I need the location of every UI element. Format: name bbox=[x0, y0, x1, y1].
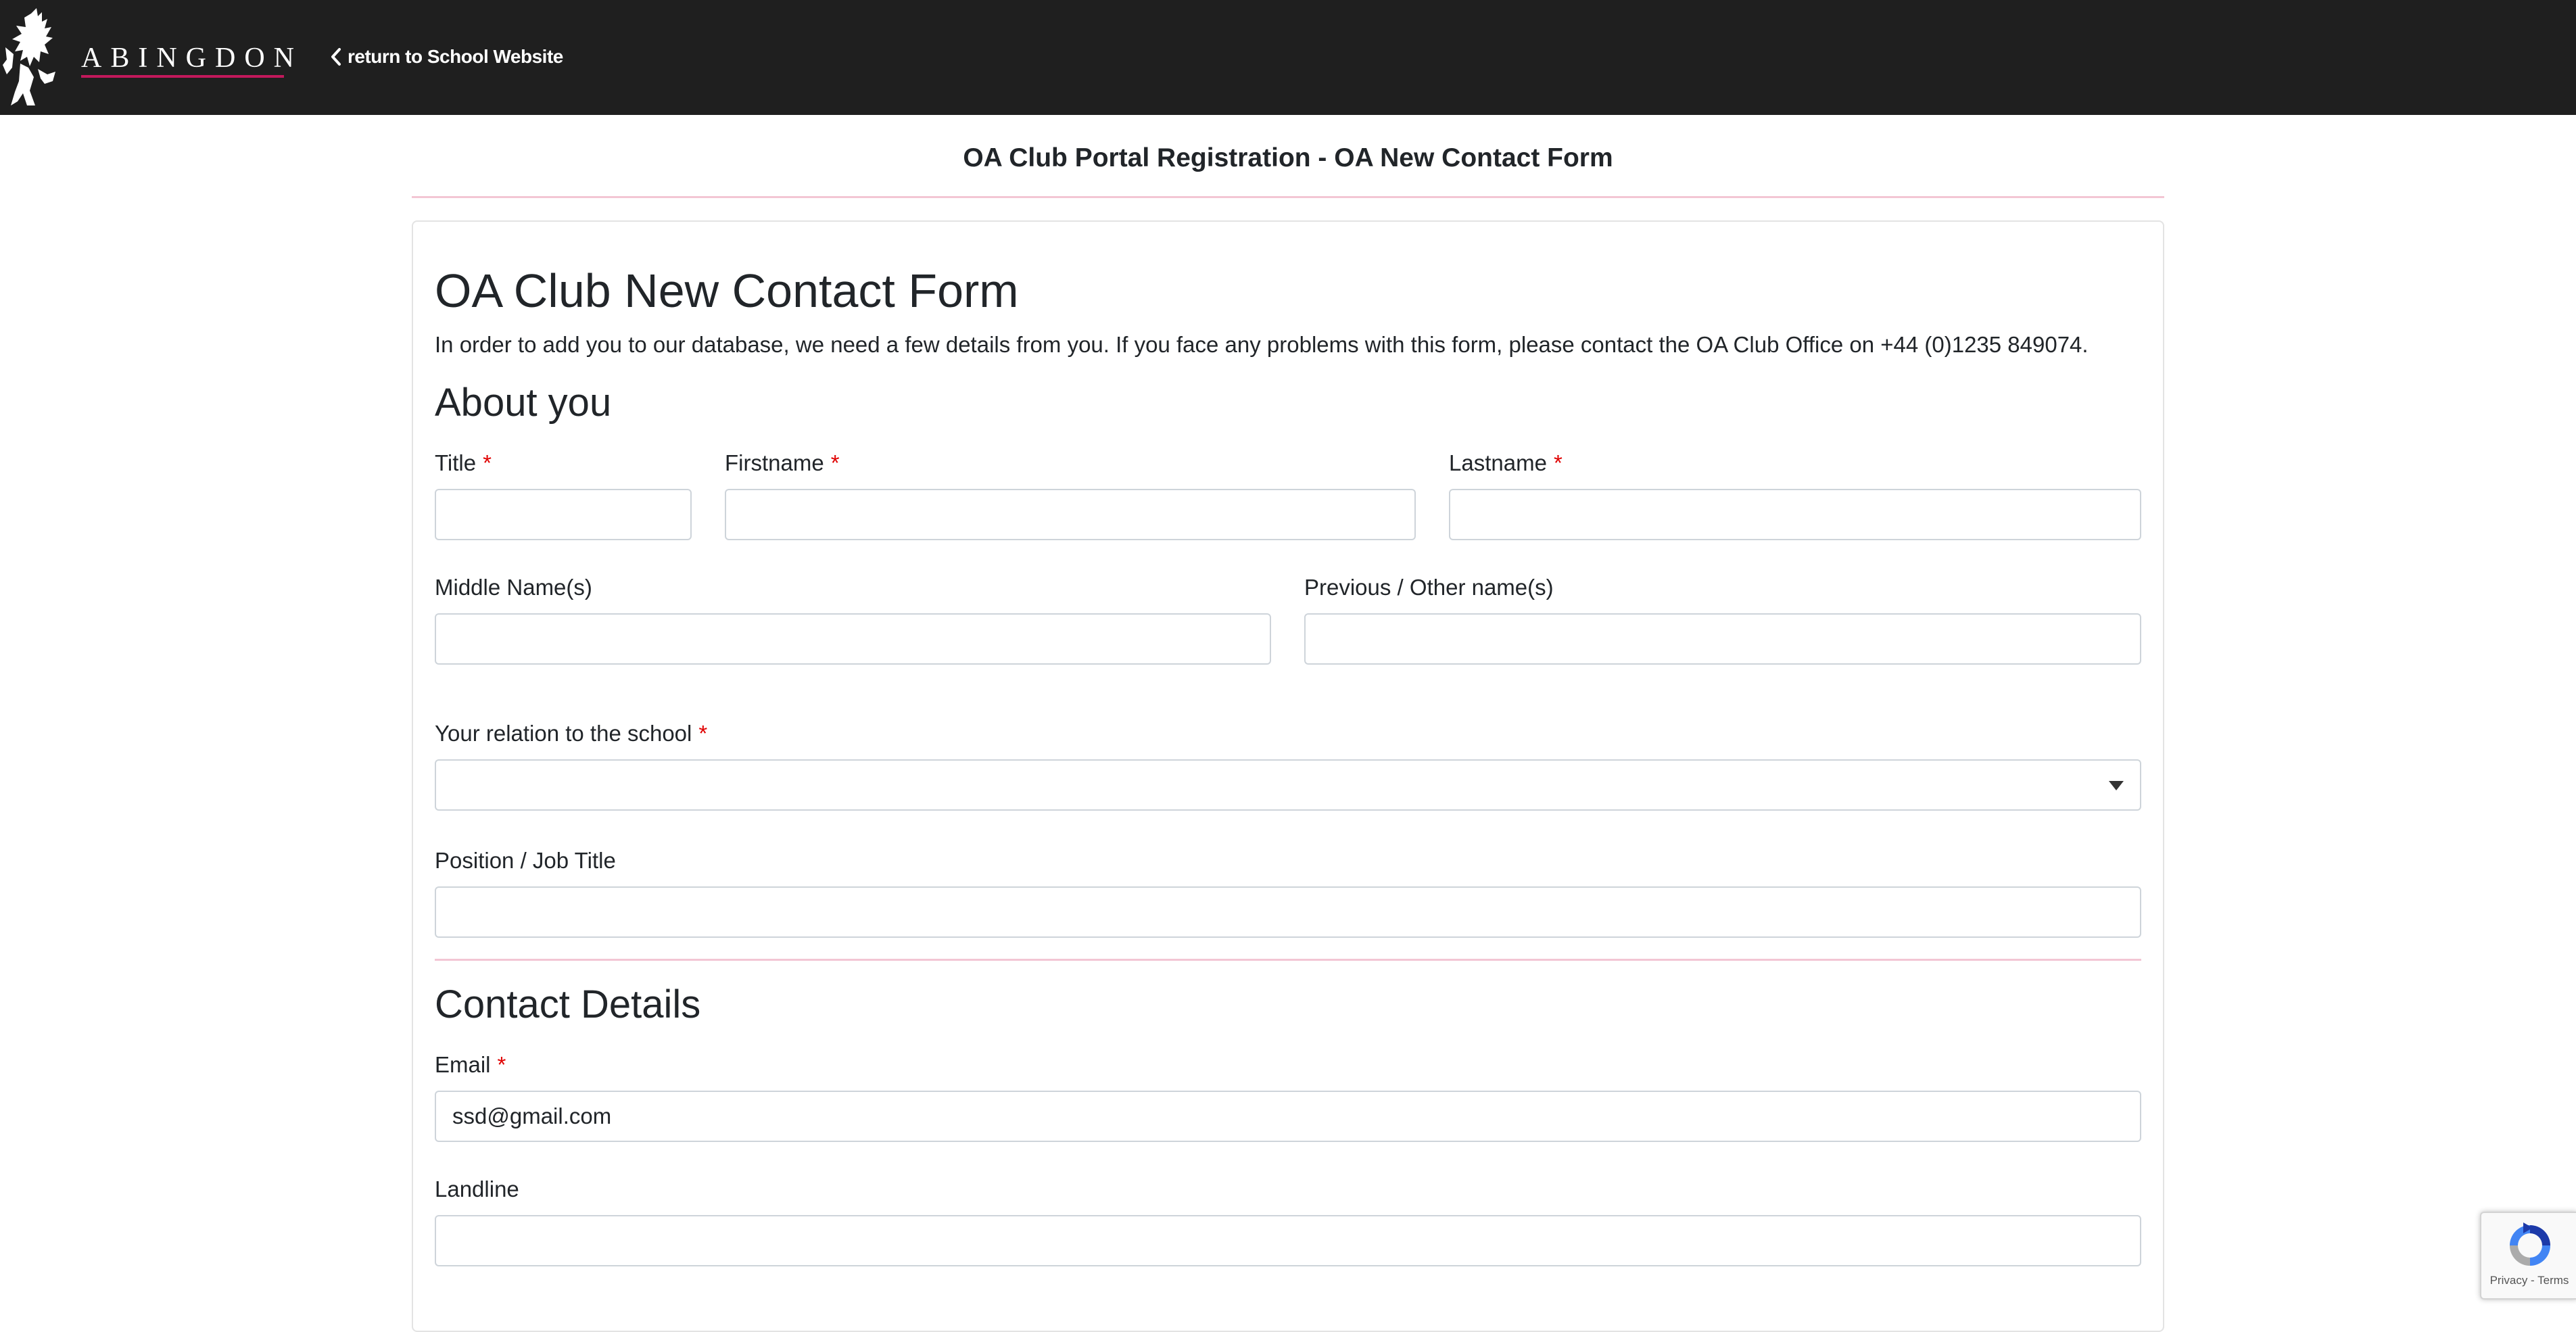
required-marker: * bbox=[497, 1052, 506, 1077]
firstname-input[interactable] bbox=[725, 489, 1416, 540]
page-title: OA Club Portal Registration - OA New Contact Form bbox=[963, 143, 1613, 172]
lastname-label: Lastname * bbox=[1449, 450, 1563, 475]
middle-names-label: Middle Name(s) bbox=[435, 575, 592, 600]
form-heading: OA Club New Contact Form bbox=[435, 264, 1019, 317]
firstname-label: Firstname * bbox=[725, 450, 840, 475]
caret-down-icon bbox=[2109, 781, 2124, 790]
form-intro-text: In order to add you to our database, we need a few details from you. If you face any problems with this form, please contact the OA Club Office on +44 (0)1235 849074. bbox=[435, 332, 2089, 357]
required-marker: * bbox=[483, 450, 492, 475]
required-marker: * bbox=[698, 721, 708, 746]
relation-label: Your relation to the school * bbox=[435, 721, 708, 746]
required-marker: * bbox=[830, 450, 840, 475]
landline-input[interactable] bbox=[435, 1215, 2141, 1266]
previous-names-label: Previous / Other name(s) bbox=[1304, 575, 1554, 600]
email-label: Email * bbox=[435, 1052, 506, 1077]
recaptcha-privacy-terms[interactable]: Privacy - Terms bbox=[2489, 1274, 2569, 1287]
title-label: Title * bbox=[435, 450, 492, 475]
previous-names-input[interactable] bbox=[1304, 613, 2141, 665]
relation-select[interactable] bbox=[435, 759, 2141, 811]
title-divider bbox=[412, 196, 2164, 198]
title-input[interactable] bbox=[435, 489, 692, 540]
return-to-school-website-link[interactable] bbox=[329, 42, 563, 72]
position-label: Position / Job Title bbox=[435, 848, 616, 873]
griffin-crest-icon[interactable] bbox=[0, 7, 62, 107]
required-marker: * bbox=[1553, 450, 1563, 475]
return-link-label: return to School Website bbox=[348, 46, 563, 67]
chevron-left-icon bbox=[329, 47, 343, 67]
recaptcha-badge[interactable] bbox=[2480, 1212, 2576, 1300]
top-header-bar bbox=[0, 0, 2576, 115]
logo-underline bbox=[81, 75, 284, 78]
section-divider bbox=[435, 959, 2141, 961]
abingdon-logo-text[interactable]: ABINGDON bbox=[81, 43, 303, 74]
email-input[interactable] bbox=[435, 1091, 2141, 1142]
contact-details-heading: Contact Details bbox=[435, 982, 701, 1026]
recaptcha-icon bbox=[2506, 1221, 2554, 1270]
about-you-heading: About you bbox=[435, 381, 612, 425]
middle-names-input[interactable] bbox=[435, 613, 1271, 665]
landline-label: Landline bbox=[435, 1176, 519, 1202]
lastname-input[interactable] bbox=[1449, 489, 2141, 540]
position-input[interactable] bbox=[435, 886, 2141, 938]
